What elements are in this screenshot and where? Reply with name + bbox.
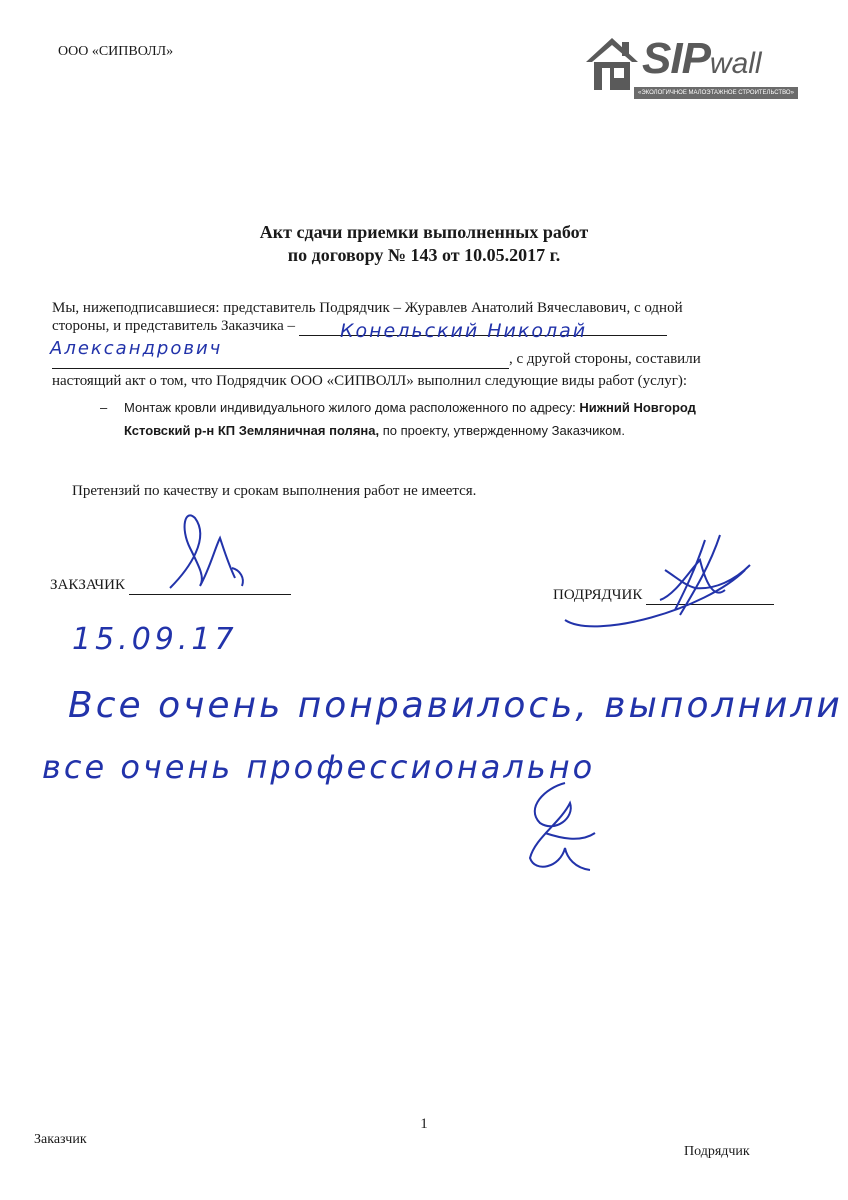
house-logo-icon bbox=[582, 34, 642, 92]
body-line-1: Мы, нижеподписавшиеся: представитель Подрядчик – Журавлев Анатолий Вячеславович, с одной bbox=[52, 300, 683, 316]
customer-label: ЗАКЗАЧИК bbox=[50, 577, 126, 593]
list-dash: – bbox=[100, 400, 108, 415]
body-line-2-text: стороны, и представитель Заказчика – bbox=[52, 318, 296, 334]
work-item-address-2: Кстовский р-н КП Земляничная поляна, bbox=[124, 423, 380, 438]
customer-name-handwritten: Конельский Николай bbox=[340, 320, 588, 342]
contractor-signature-icon bbox=[555, 530, 755, 640]
no-claims-statement: Претензий по качеству и срокам выполнения работ не имеется. bbox=[72, 483, 477, 499]
signature-date-handwritten: 15.09.17 bbox=[72, 622, 238, 657]
customer-signature-icon bbox=[150, 508, 260, 598]
work-item-address-1: Нижний Новгород bbox=[579, 400, 696, 415]
company-name: ООО «СИПВОЛЛ» bbox=[58, 44, 174, 59]
contractor-label: ПОДРЯДЧИК bbox=[553, 587, 643, 603]
logo-brand: SIP bbox=[642, 34, 710, 83]
body-line-3-text: , с другой стороны, составили bbox=[509, 351, 701, 367]
customer-patronymic-handwritten: Александрович bbox=[50, 338, 223, 359]
logo-brand-suffix: wall bbox=[709, 47, 762, 80]
page-number: 1 bbox=[420, 1116, 428, 1132]
logo-tagline: «ЭКОЛОГИЧНОЕ МАЛОЭТАЖНОЕ СТРОИТЕЛЬСТВО» bbox=[634, 87, 798, 99]
footer-contractor-label: Подрядчик bbox=[684, 1144, 750, 1159]
customer-review-line-1: Все очень понравилось, выполнили bbox=[68, 685, 843, 726]
review-signature-icon bbox=[505, 778, 605, 878]
work-item bbox=[100, 400, 696, 415]
logo-wordmark bbox=[642, 34, 762, 84]
work-item-text: Монтаж кровли индивидуального жилого дома расположенного по адресу: bbox=[124, 400, 580, 415]
document-subtitle: по договору № 143 от 10.05.2017 г. bbox=[287, 245, 561, 265]
document-title: Акт сдачи приемки выполненных работ bbox=[259, 222, 589, 242]
work-item-continued bbox=[124, 423, 625, 438]
footer-customer-label: Заказчик bbox=[34, 1132, 87, 1147]
company-logo bbox=[582, 34, 808, 104]
body-line-4: настоящий акт о том, что Подрядчик ООО «СИПВОЛЛ» выполнил следующие виды работ (услуг): bbox=[52, 373, 688, 389]
customer-review-line-2: все очень профессионально bbox=[42, 748, 596, 786]
work-item-text-after: по проекту, утвержденному Заказчиком. bbox=[379, 423, 625, 438]
